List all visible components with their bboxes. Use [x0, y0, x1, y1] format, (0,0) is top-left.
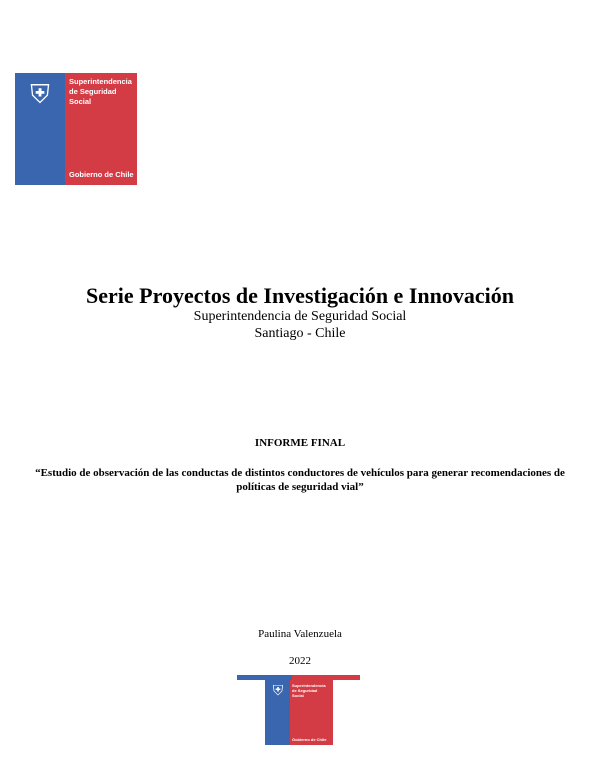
- logo-name-3: Social: [69, 97, 92, 106]
- report-type: INFORME FINAL: [254, 437, 346, 449]
- logo-name-1: Superintendencia: [292, 683, 326, 688]
- author: Paulina Valenzuela: [258, 628, 342, 640]
- location: Santiago - Chile: [254, 326, 346, 341]
- coat-of-arms-icon: ⛨: [272, 684, 284, 699]
- document-title: Serie Proyectos de Investigación e Innovación: [86, 283, 514, 308]
- coat-of-arms-icon: ⛨: [30, 80, 50, 109]
- logo-footer: Gobierno de Chile: [69, 170, 134, 179]
- study-title: “Estudio de observación de las conductas de distintos conductores de vehículos para generar recomendaciones de políticas de seguridad vial”: [35, 467, 565, 493]
- logo-name-3: Social: [292, 693, 304, 698]
- logo-top: [15, 73, 137, 185]
- logo-name-2: de Seguridad: [292, 688, 318, 693]
- logo-name-2: de Seguridad: [69, 87, 117, 96]
- logo-name-1: Superintendencia: [69, 77, 132, 86]
- logo-bottom: [237, 675, 360, 745]
- year: 2022: [289, 655, 311, 667]
- logo-footer: Gobierno de Chile: [292, 737, 327, 742]
- organization: Superintendencia de Seguridad Social: [193, 309, 407, 324]
